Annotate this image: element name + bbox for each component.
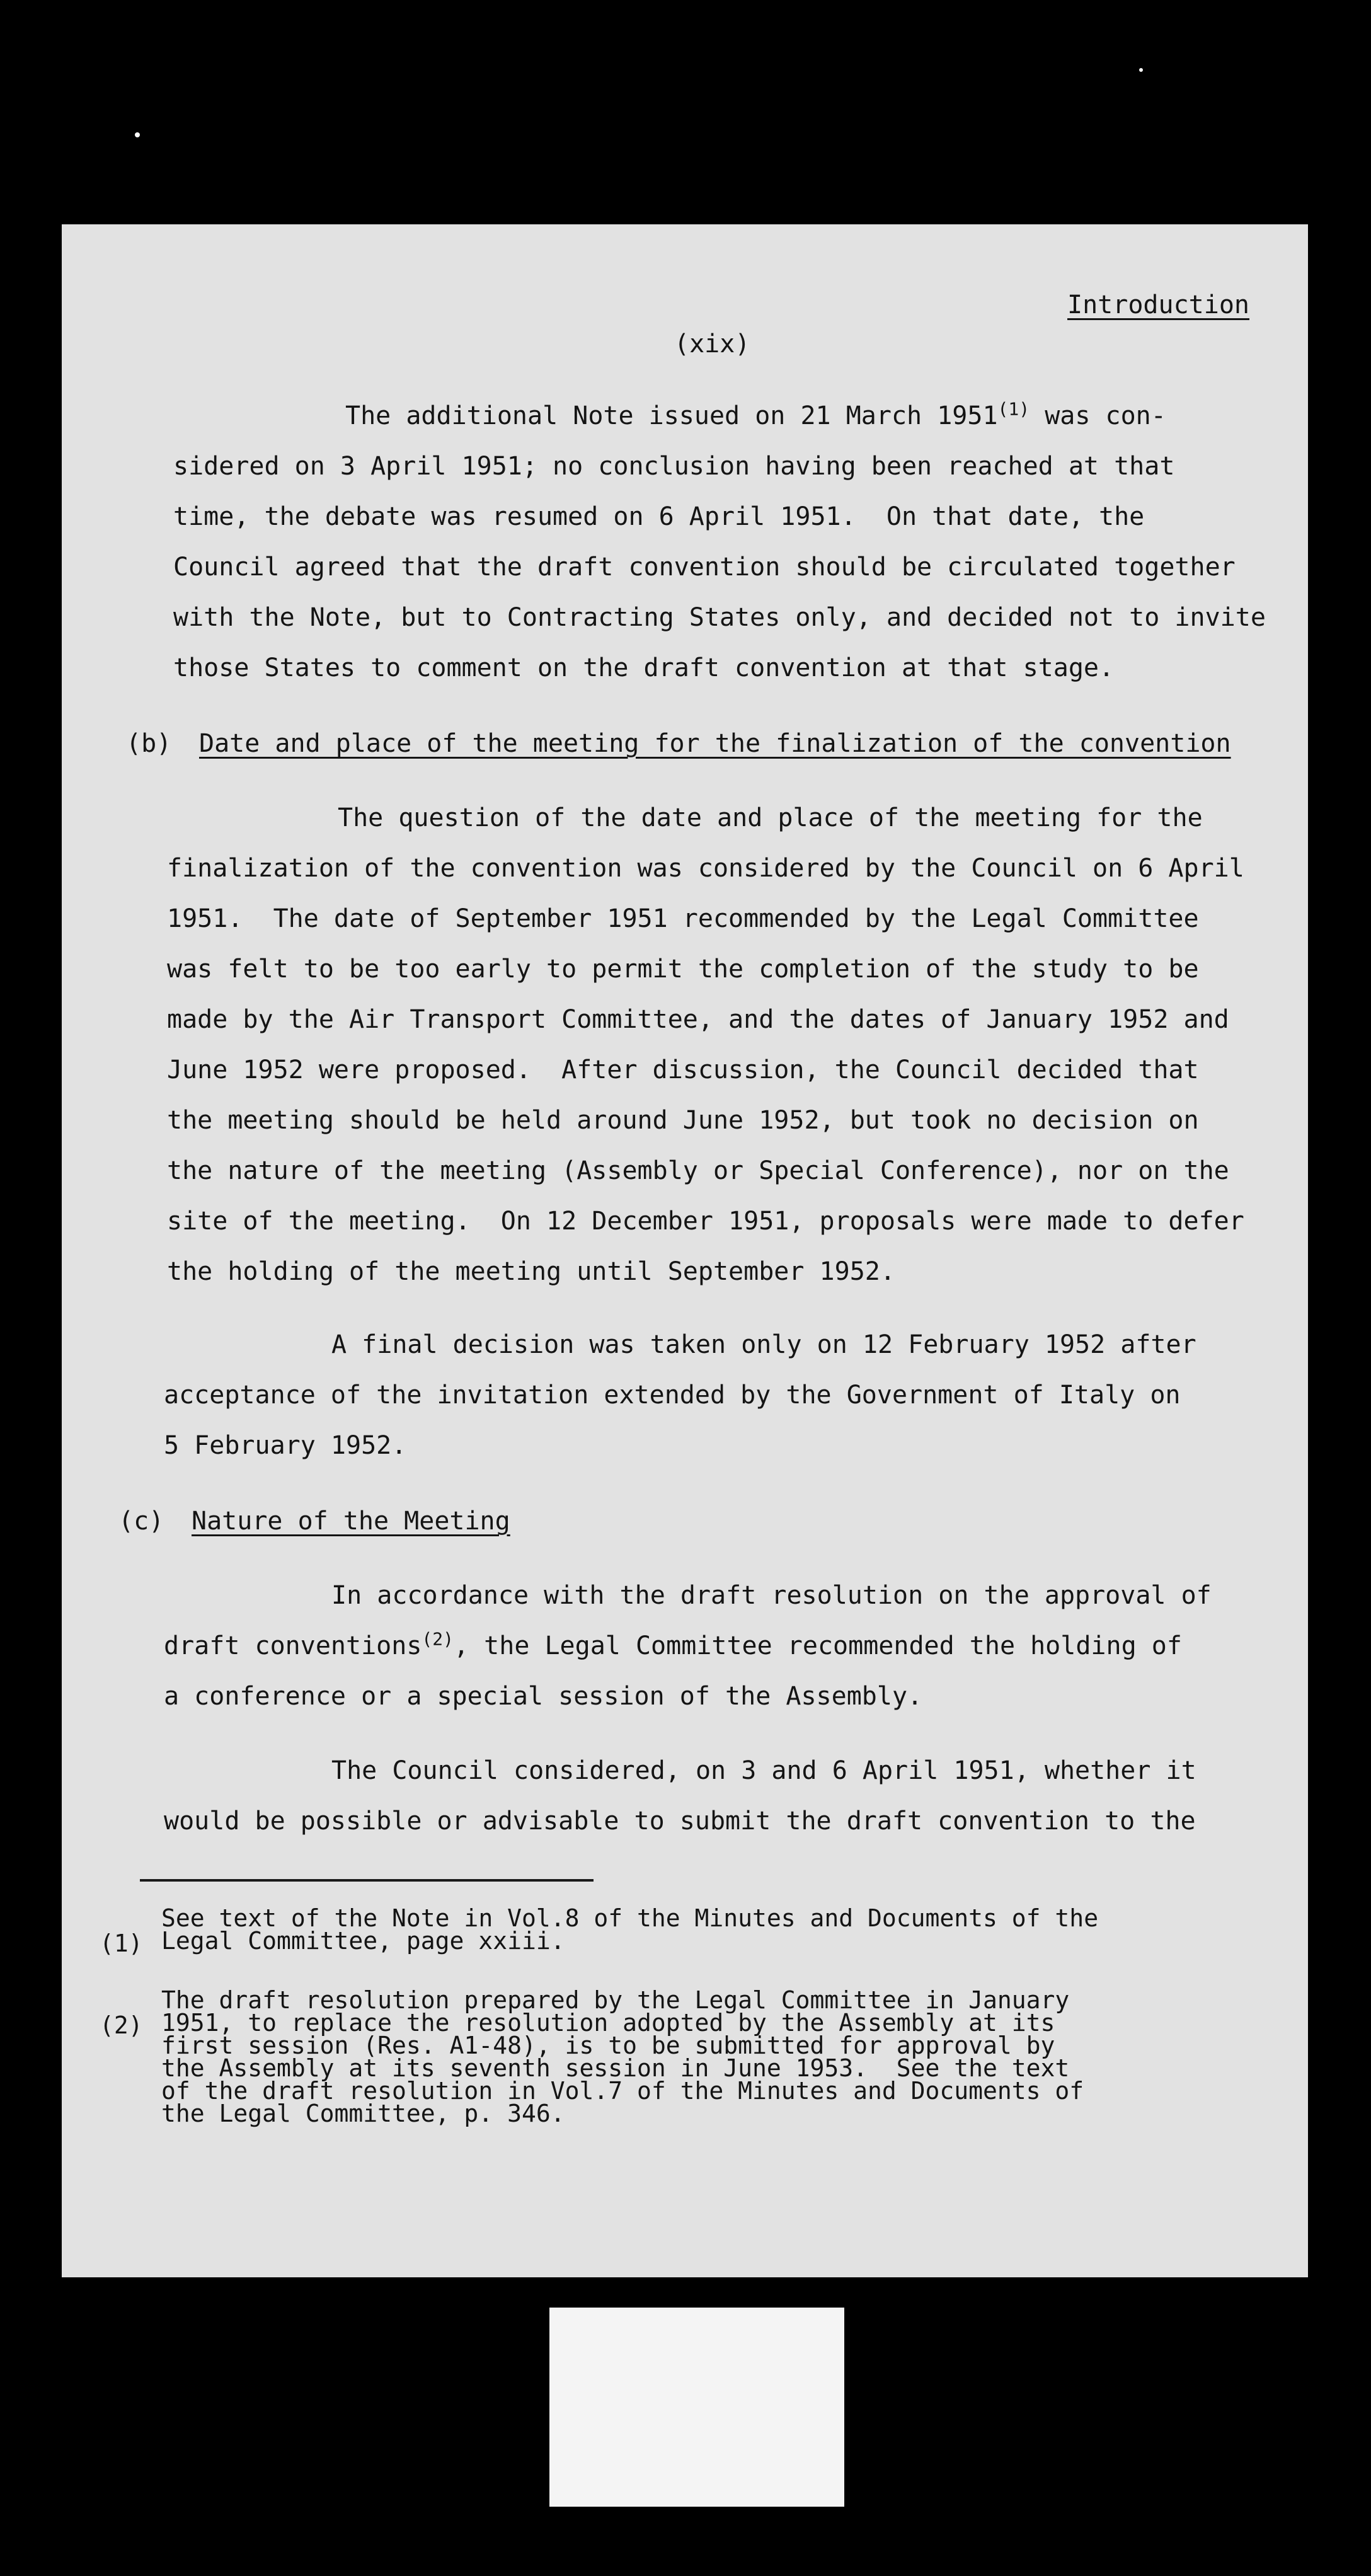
paragraph-line: finalization of the convention was considered by the Council on 6 April <box>167 854 1244 883</box>
paragraph-line: draft conventions$^{(2)}$, the Legal Committee recommended the holding of <box>164 1628 1182 1660</box>
section-heading: Date and place of the meeting for the finalization of the convention <box>199 729 1231 758</box>
paragraph-line: June 1952 were proposed. After discussion, the Council decided that <box>167 1055 1199 1084</box>
paragraph-line: made by the Air Transport Committee, and the dates of January 1952 and <box>167 1005 1229 1034</box>
footnote-mark: (1) <box>100 1929 143 1957</box>
page-number: (xix) <box>674 330 750 359</box>
footnote-text: See text of the Note in Vol.8 of the Minutes and Documents of the Legal Committee, page xxiii. <box>161 1904 1099 1955</box>
dust-speck <box>135 132 140 137</box>
paragraph-line: The additional Note issued on 21 March 1951$^{(1)}$ was con- <box>345 398 1166 430</box>
paragraph-line: acceptance of the invitation extended by the Government of Italy on <box>164 1381 1181 1410</box>
blank-slip <box>549 2308 844 2507</box>
paragraph-line: would be possible or advisable to submit the draft convention to the <box>164 1807 1196 1836</box>
paragraph-line: sidered on 3 April 1951; no conclusion having been reached at that <box>173 452 1175 481</box>
paragraph-line: 1951. The date of September 1951 recommended by the Legal Committee <box>167 904 1199 933</box>
paragraph-line: was felt to be too early to permit the completion of the study to be <box>167 955 1199 984</box>
paragraph-line: the meeting should be held around June 1952, but took no decision on <box>167 1106 1199 1135</box>
paragraph-line: the holding of the meeting until September 1952. <box>167 1257 895 1286</box>
paragraph-line: time, the debate was resumed on 6 April 1951. On that date, the <box>173 502 1145 531</box>
paragraph-line: 5 February 1952. <box>164 1431 407 1460</box>
footnote-text: The draft resolution prepared by the Legal Committee in January 1951, to replace the resolution adopted by the Assembly at its first session (Res. A1-48), is to be submitted for approval by the Assembly at its seventh session in June 1953. See the text of the draft resolution in Vol.7 of the Minutes and Documents of the Legal Committee, p. 346. <box>161 1986 1084 2127</box>
paragraph-line: The Council considered, on 3 and 6 April 1951, whether it <box>331 1756 1196 1785</box>
paragraph-line: the nature of the meeting (Assembly or Special Conference), nor on the <box>167 1156 1229 1185</box>
footnote-mark: (2) <box>100 2011 143 2039</box>
footnote-ref: (1) <box>997 398 1030 420</box>
paragraph-line: A final decision was taken only on 12 February 1952 after <box>331 1330 1196 1359</box>
section-heading: Nature of the Meeting <box>192 1507 510 1536</box>
footnote-rule <box>140 1879 594 1882</box>
footnote-ref: (2) <box>422 1628 454 1650</box>
dust-speck <box>1139 68 1143 72</box>
paragraph-line: The question of the date and place of the meeting for the <box>338 803 1203 832</box>
paragraph-line: site of the meeting. On 12 December 1951, proposals were made to defer <box>167 1207 1244 1236</box>
section-title: Introduction <box>1067 290 1249 319</box>
paragraph-line: Council agreed that the draft convention should be circulated together <box>173 553 1236 582</box>
paragraph-line: with the Note, but to Contracting States only, and decided not to invite <box>173 603 1266 632</box>
section-marker: (c) <box>118 1507 164 1536</box>
paragraph-line: a conference or a special session of the Assembly. <box>164 1682 923 1711</box>
section-marker: (b) <box>126 729 172 758</box>
paragraph-line: In accordance with the draft resolution on the approval of <box>331 1581 1212 1610</box>
paragraph-line: those States to comment on the draft convention at that stage. <box>173 653 1115 682</box>
